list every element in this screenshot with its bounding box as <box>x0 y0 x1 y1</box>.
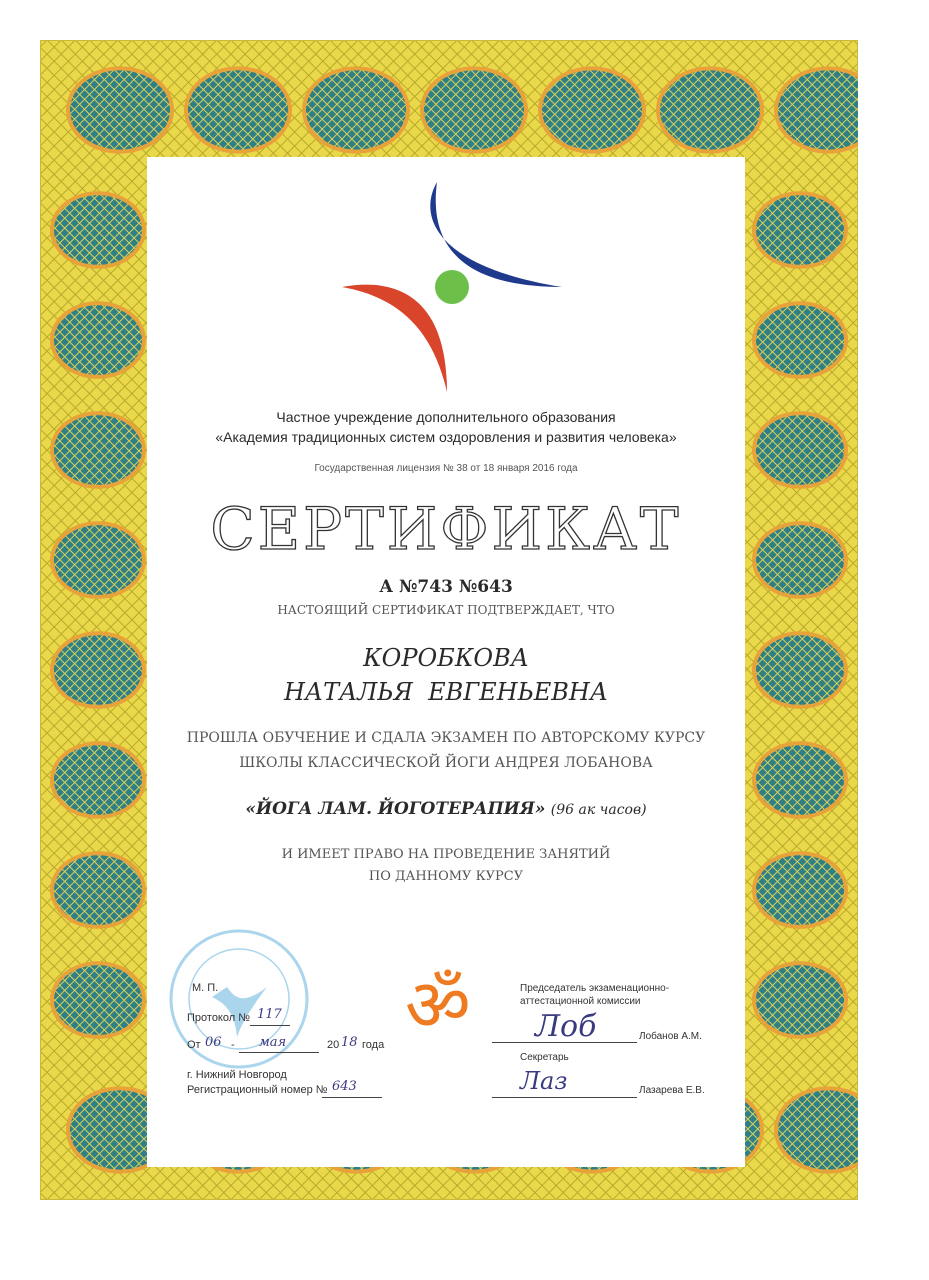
rights-text-line-1: И ИМЕЕТ ПРАВО НА ПРОВЕДЕНИЕ ЗАНЯТИЙ <box>281 847 611 862</box>
chair-name: Лобанов А.М. <box>639 1031 702 1042</box>
institution-line-2: «Академия традиционных систем оздоровления и развития человека» <box>215 429 677 445</box>
reg-number-line <box>322 1097 382 1098</box>
date-year-label: года <box>362 1039 385 1051</box>
secretary-name: Лазарева Е.В. <box>639 1085 705 1096</box>
course-text-line-1: ПРОШЛА ОБУЧЕНИЕ И СДАЛА ЭКЗАМЕН ПО АВТОРСКОМУ КУРСУ <box>186 730 706 746</box>
date-dash: - <box>231 1039 235 1051</box>
certificate-title: СЕРТИФИКАТ <box>210 495 682 563</box>
chair-signature-line <box>492 1042 637 1043</box>
protocol-line <box>250 1025 290 1026</box>
rights-text-line-2: ПО ДАННОМУ КУРСУ <box>368 869 524 884</box>
protocol-value: 117 <box>257 1007 282 1022</box>
course-hours: (96 ак часов) <box>550 802 647 818</box>
protocol-label: Протокол № <box>187 1012 251 1024</box>
chair-signature: Лоб <box>535 1009 597 1044</box>
academy-logo <box>337 177 567 397</box>
chair-label-1: Председатель экзаменационно- <box>520 983 670 994</box>
course-text-line-2: ШКОЛЫ КЛАССИЧЕСКОЙ ЙОГИ АНДРЕЯ ЛОБАНОВА <box>239 755 653 771</box>
date-year-prefix: 20 <box>327 1039 340 1051</box>
certificate-number: А №743 №643 <box>379 577 513 597</box>
city-label: г. Нижний Новгород <box>187 1069 287 1081</box>
date-month: мая <box>259 1035 287 1050</box>
certificate-content <box>147 157 745 1167</box>
institution-line-1: Частное учреждение дополнительного образования <box>276 409 616 425</box>
course-name: «ЙОГА ЛАМ. ЙОГОТЕРАПИЯ» <box>245 799 546 819</box>
recipient-name: НАТАЛЬЯ ЕВГЕНЬЕВНА <box>283 678 609 706</box>
reg-number-value: 643 <box>332 1079 357 1094</box>
om-symbol: ॐ <box>405 963 471 1047</box>
recipient-surname: КОРОБКОВА <box>363 644 529 672</box>
secretary-label: Секретарь <box>520 1052 569 1063</box>
secretary-signature: Лаз <box>520 1067 568 1095</box>
license-text: Государственная лицензия № 38 от 18 января 2016 года <box>314 463 578 474</box>
date-month-line <box>239 1052 319 1053</box>
date-from-label: От <box>187 1039 201 1051</box>
chair-label-2: аттестационной комиссии <box>520 996 641 1007</box>
course-title <box>147 799 745 819</box>
reg-number-label: Регистрационный номер № <box>187 1084 328 1096</box>
date-year-suffix: 18 <box>341 1035 358 1050</box>
date-day: 06 <box>205 1035 222 1050</box>
mp-label: М. П. <box>192 982 219 994</box>
secretary-signature-line <box>492 1097 637 1098</box>
confirm-text: НАСТОЯЩИЙ СЕРТИФИКАТ ПОДТВЕРЖДАЕТ, ЧТО <box>277 603 615 617</box>
